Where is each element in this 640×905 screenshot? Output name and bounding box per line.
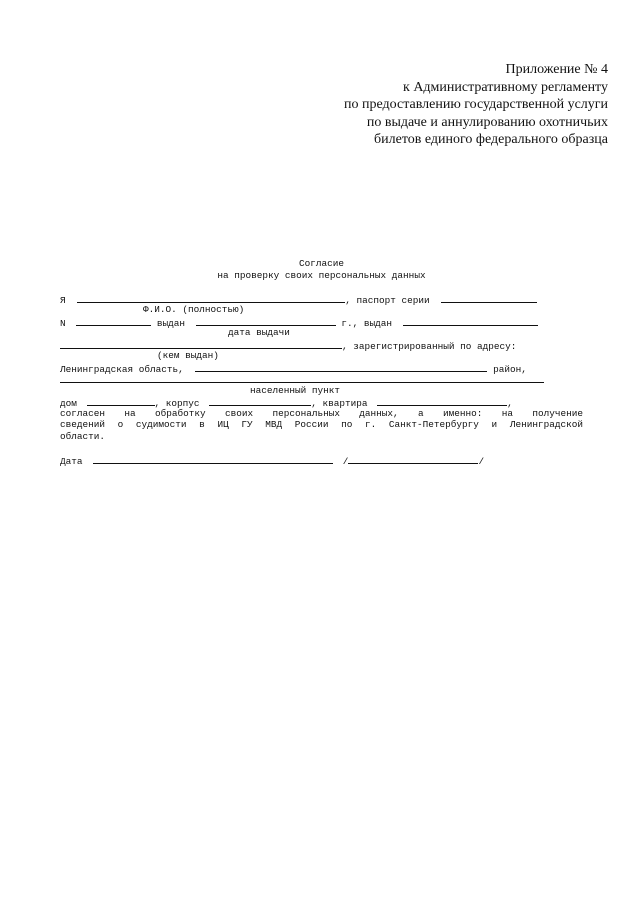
issued-by-caption: (кем выдан) (157, 350, 219, 361)
passport-number-field[interactable] (76, 316, 151, 326)
date-label: Дата (60, 455, 83, 467)
form-title: Согласие (298, 258, 344, 269)
consent-word: сведений (60, 419, 106, 430)
fio-caption-row (60, 304, 583, 316)
consent-word: получение (532, 407, 583, 419)
consent-word: именно: (443, 407, 483, 419)
building-field[interactable] (209, 396, 311, 406)
apartment-comma: , (507, 398, 513, 409)
consent-word: на (124, 407, 136, 419)
fio-field[interactable] (77, 293, 345, 303)
appendix-header (278, 61, 608, 149)
name-passport-row (60, 293, 583, 305)
consent-text-line-1 (60, 408, 583, 420)
apartment-label: , квартира (311, 398, 368, 409)
consent-word: Санкт-Петербургу (388, 419, 479, 430)
passport-series-label: , паспорт серии (345, 294, 430, 306)
house-row (60, 396, 583, 408)
consent-word: персональных (272, 407, 340, 419)
issue-date-caption-row (60, 327, 583, 339)
consent-word: г. (365, 419, 377, 430)
number-label: N (60, 317, 66, 329)
issued-by-caption-row (60, 350, 583, 362)
consent-word: судимости (135, 419, 187, 430)
appendix-line-4: по выдаче и аннулированию охотничьих (366, 114, 608, 130)
consent-word: Ленинградской (509, 419, 583, 430)
consent-word: обработку (154, 407, 206, 419)
year-issued-label: г., выдан (341, 317, 392, 329)
settlement-caption: населенный пункт (250, 384, 341, 396)
slash-left: / (342, 455, 349, 467)
fio-caption: Ф.И.О. (полностью) (143, 304, 245, 315)
region-row (60, 362, 583, 374)
consent-word: своих (224, 407, 254, 419)
apartment-field[interactable] (377, 396, 507, 406)
issue-date-caption: дата выдачи (228, 327, 290, 338)
number-issued-row (60, 316, 583, 328)
ya-label: Я (60, 294, 66, 306)
appendix-line-2: к Административному регламенту (403, 79, 608, 95)
issued-by-field[interactable] (403, 316, 538, 326)
consent-word: и (491, 419, 498, 430)
consent-word: в (199, 419, 205, 430)
district-field[interactable] (195, 362, 487, 372)
district-label: район, (493, 363, 527, 375)
consent-word: согласен (60, 407, 106, 419)
appendix-line-3: по предоставлению государственной услуги (344, 97, 608, 112)
settlement-line-row (60, 373, 583, 385)
consent-word: России (294, 419, 329, 430)
building-label: , корпус (154, 398, 200, 409)
date-row (60, 454, 583, 466)
issue-date-field[interactable] (196, 316, 336, 326)
consent-word: а (418, 407, 424, 419)
consent-text-line-2 (60, 419, 583, 431)
form-subtitle: на проверку своих персональных данных (217, 269, 426, 281)
consent-word: МВД (265, 419, 283, 430)
consent-word: о (117, 419, 124, 430)
slash-right: / (478, 455, 485, 467)
settlement-field[interactable] (60, 373, 544, 383)
consent-form (60, 258, 583, 465)
consent-text-line-3 (60, 431, 583, 443)
date-field[interactable] (93, 454, 333, 464)
consent-word: по (341, 419, 353, 430)
settlement-caption-row (60, 385, 583, 397)
house-field[interactable] (87, 396, 155, 406)
passport-series-field[interactable] (441, 293, 537, 303)
signature-field[interactable] (348, 454, 478, 464)
appendix-line-1: Приложение № 4 (505, 62, 608, 77)
consent-word: ИЦ (217, 419, 229, 430)
consent-word: данных, (359, 407, 399, 419)
issued-by-continued-field[interactable] (60, 339, 342, 349)
consent-word: на (501, 407, 514, 419)
consent-word: ГУ (241, 419, 253, 430)
appendix-line-5: билетов единого федерального образца (374, 132, 608, 147)
issued-label: выдан (156, 317, 186, 329)
registered-label: , зарегистрированный по адресу: (342, 340, 517, 352)
consent-text-end: области. (60, 430, 106, 442)
registered-row (60, 339, 583, 351)
region-label: Ленинградская область, (60, 363, 184, 375)
house-label: дом (60, 398, 77, 409)
